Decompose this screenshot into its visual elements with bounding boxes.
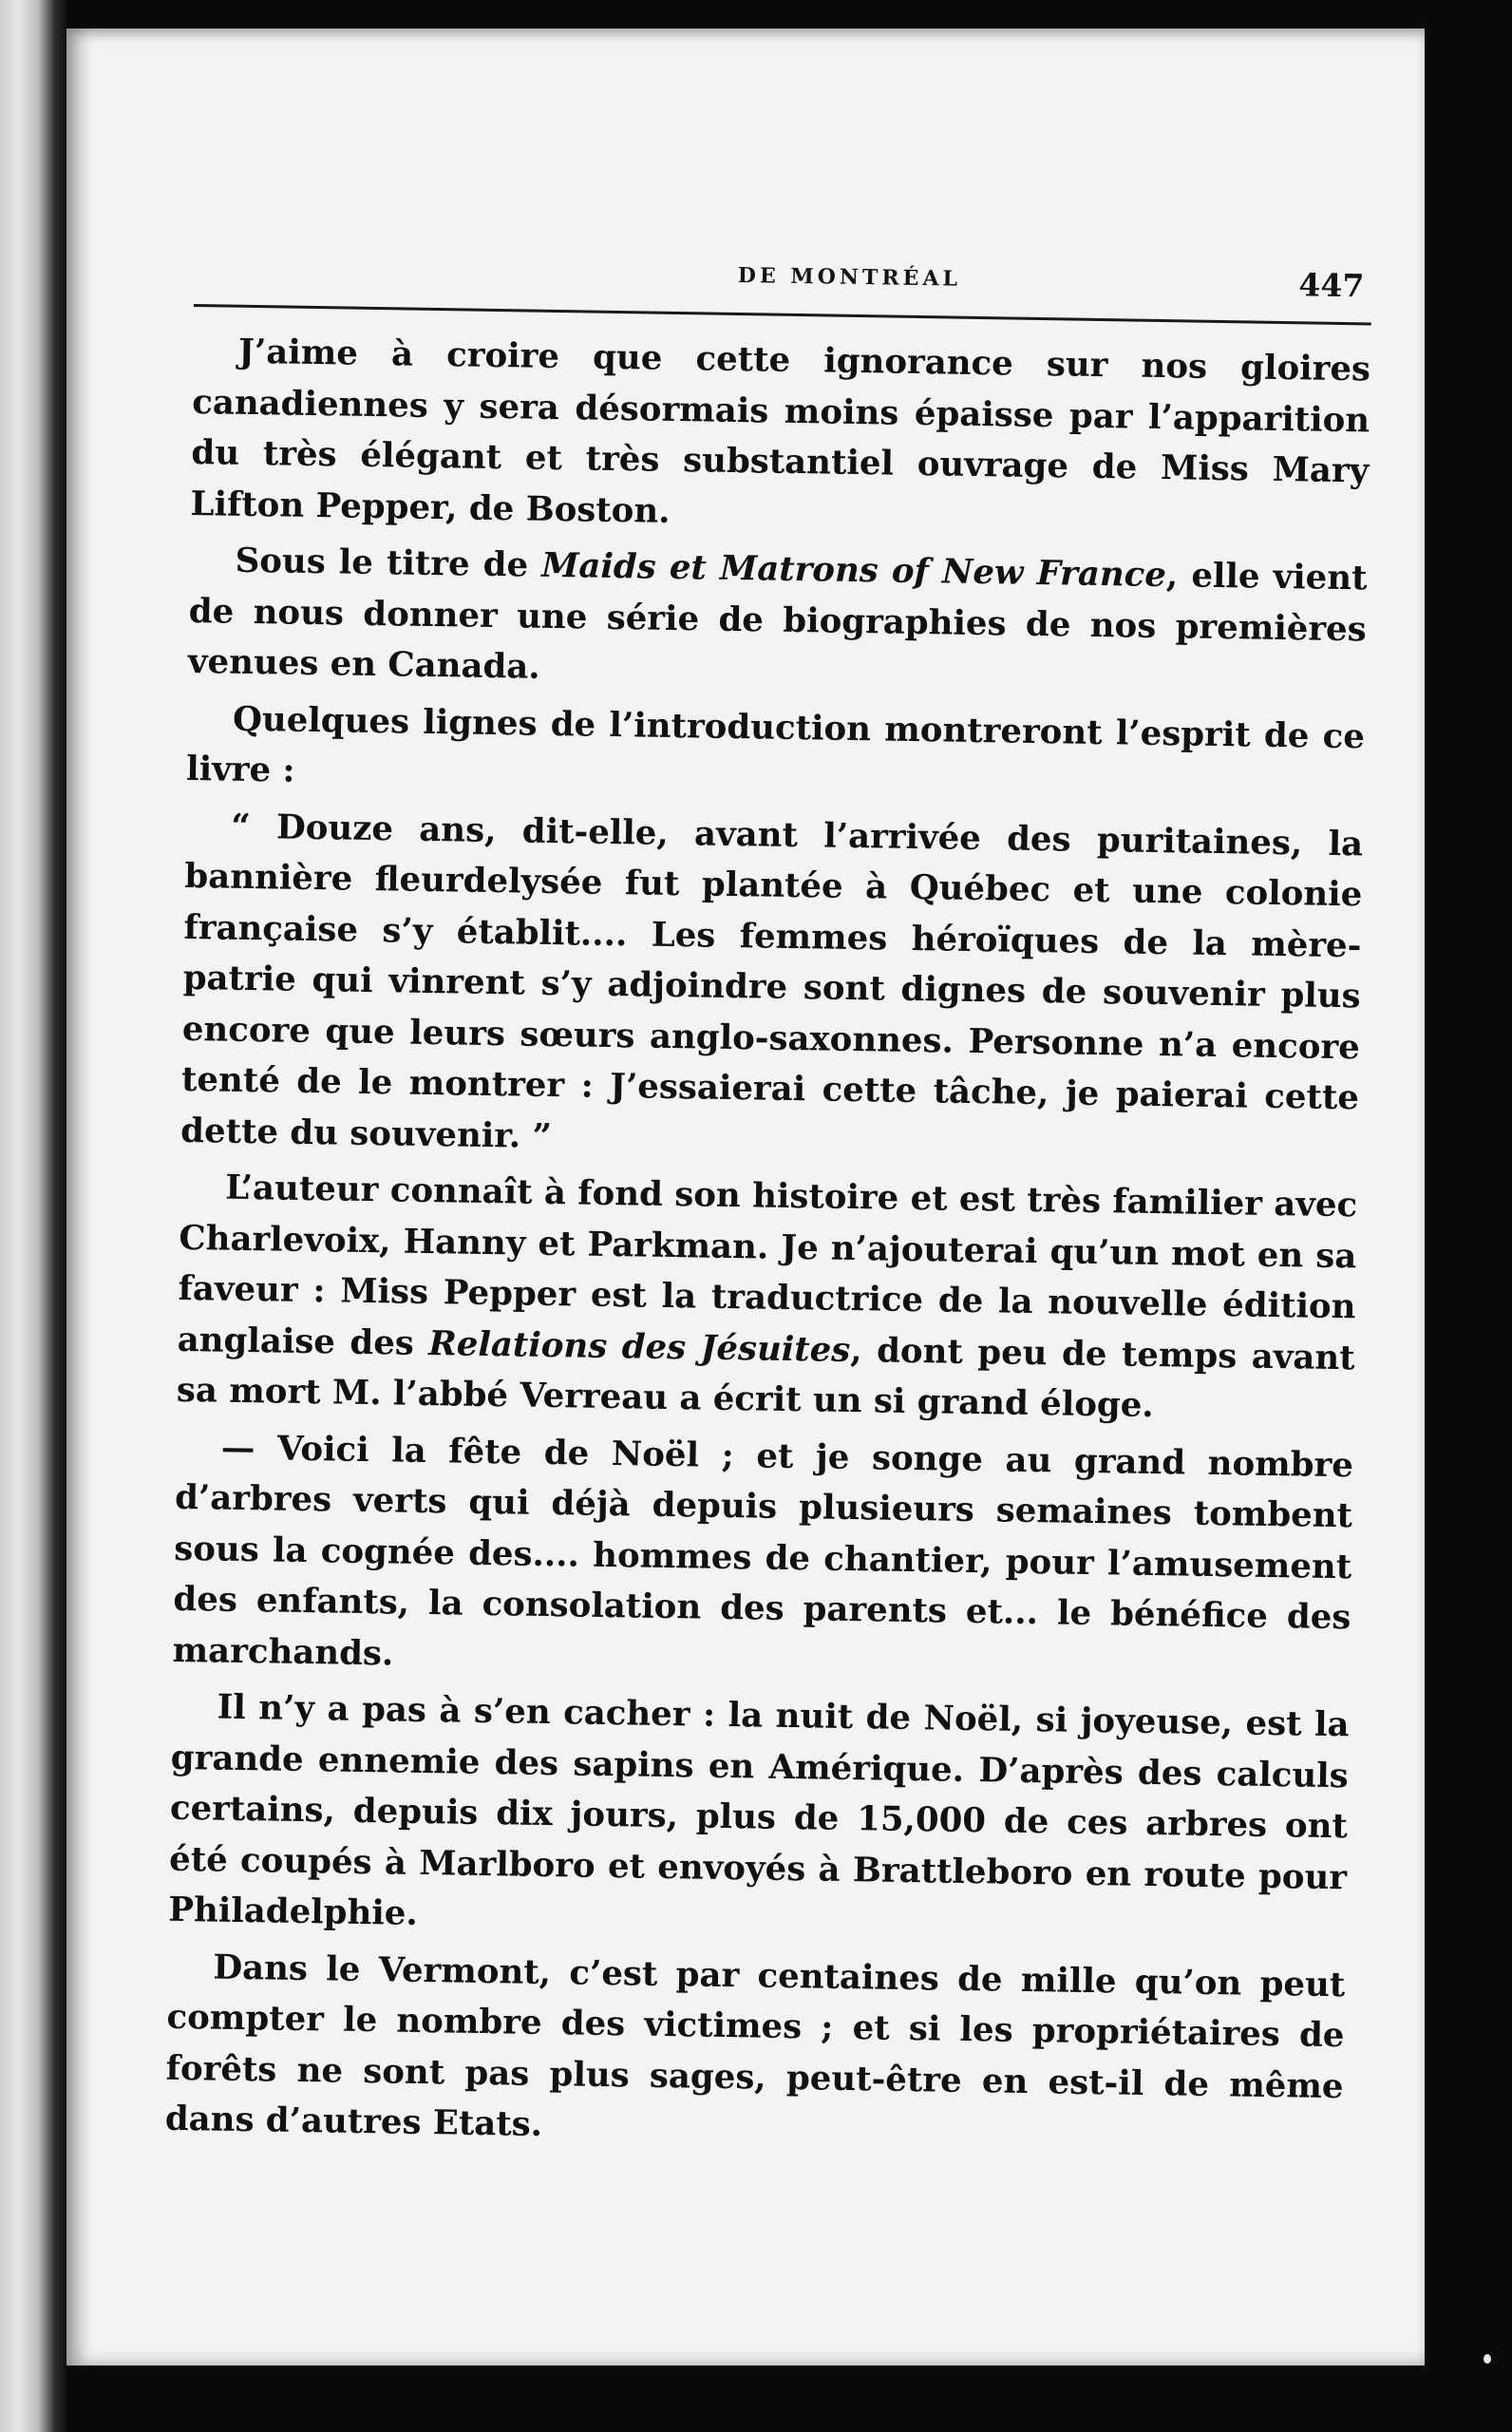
body-text	[164, 326, 1370, 2163]
paragraph-8: Dans le Vermont, c’est par centaines de mille qu’on peut compter le nombre des victimes ; et si les propriétaires de forêts ne sont pas plus sages, peut-être en est-il de même dans d’autres Etats.	[164, 1948, 1346, 2144]
running-title: DE MONTRÉAL	[737, 262, 962, 292]
paragraph-2	[188, 535, 1368, 706]
paragraph-2-end: , elle vient de nous donner une série de biographies de nos premières venues en Canada.	[187, 556, 1368, 687]
paragraph-5-start: L’auteur connaît à fond son histoire et est très familier avec Charlevoix, Hanny et Parkman. Je n’ajouterai qu’un mot en sa faveur : Miss Pepper est la traductrice de la nouvelle édition anglaise des	[177, 1168, 1358, 1363]
paragraph-6: — Voici la fête de Noël ; et je songe au grand nombre d’arbres verts qui déjà depuis plusieurs semaines tombent sous la cognée des.... hommes de chantier, pour l’amusement des enfants, la consolation des parents et... le bénéfice des marchands.	[172, 1428, 1354, 1673]
paragraph-7: Il n’y a pas à s’en cacher : la nuit de Noël, si joyeuse, est la grande ennemie des sapins en Amérique. D’après des calculs certains, depuis dix jours, plus de 15,000 de ces arbres ont été coupés à Marlboro et envoyés à Brattleboro en route pour Philadelphie.	[168, 1687, 1350, 1933]
paragraph-2-start: Sous le titre de	[235, 541, 542, 585]
page-sheet	[66, 28, 1425, 2366]
paragraph-5	[177, 1162, 1358, 1434]
book-title-relations-des-jesuites: Relations des Jésuites	[428, 1323, 851, 1370]
paragraph-3: Quelques lignes de l’introduction montreront l’esprit de ce livre :	[185, 699, 1366, 790]
paragraph-4-quotation: “ Douze ans, dit-elle, avant l’arrivée des puritaines, la bannière fleurdelysée fut plantée à Québec et une colonie française s’y établit.... Les femmes héroïques de la mère-patrie qui vinrent s’y adjoindre sont dignes de souvenir plus encore que leurs sœurs anglo-saxonnes. Personne n’a encore tenté de le montrer : J’essaierai cette tâche, je paierai cette dette du souvenir. ”	[180, 807, 1364, 1156]
book-title-maids-et-matrons: Maids et Matrons of New France	[540, 545, 1167, 596]
paragraph-5-end: , dont peu de temps avant sa mort M. l’abbé Verreau a écrit un si grand éloge.	[176, 1330, 1355, 1426]
facing-page-edge	[0, 0, 66, 2432]
page-number: 447	[1298, 266, 1365, 305]
page-content	[164, 238, 1371, 2169]
running-header	[194, 238, 1372, 325]
paragraph-1: J’aime à croire que cette ignorance sur nos gloires canadiennes y sera désormais moins épaisse par l’apparition du très élégant et très substantiel ouvrage de Miss Mary Lifton Pepper, de Boston.	[190, 332, 1371, 531]
scan-speck	[1484, 2354, 1491, 2364]
